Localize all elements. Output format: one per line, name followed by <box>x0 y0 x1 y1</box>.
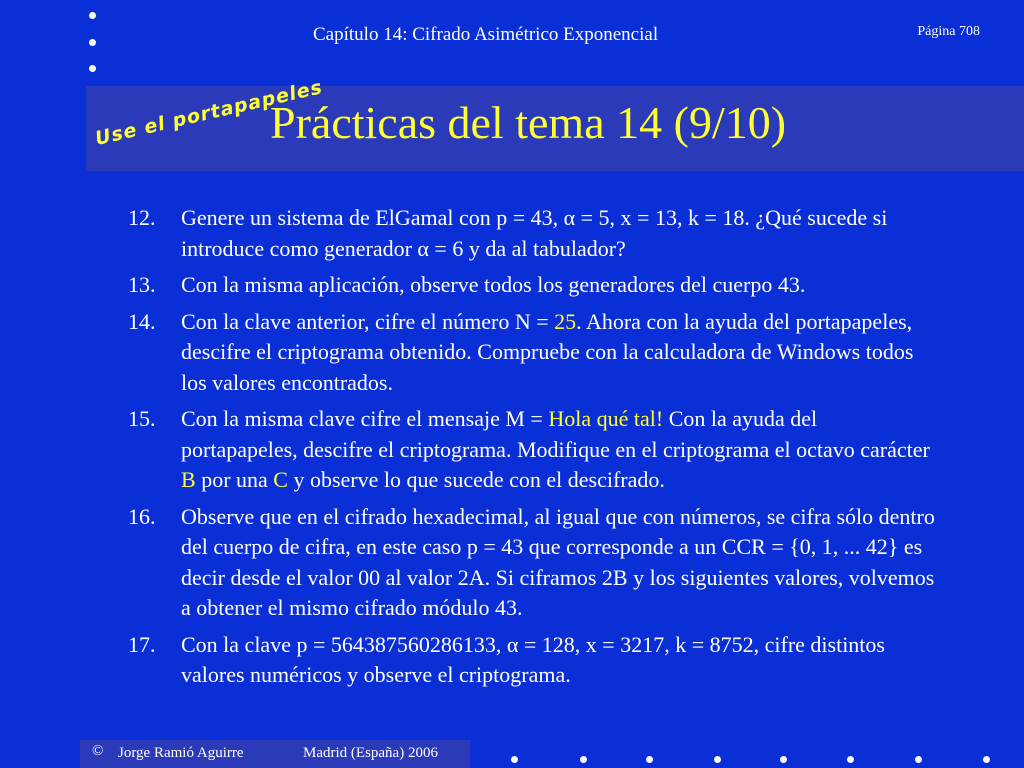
copyright-symbol: © <box>92 743 104 759</box>
highlighted-text: C <box>273 467 288 492</box>
dot-icon <box>89 39 96 46</box>
exercise-text-part: Con la misma aplicación, observe todos los generadores del cuerpo 43. <box>181 272 806 297</box>
page-number: Página 708 <box>917 24 980 39</box>
exercise-text-part: . Ahora con la ayuda del portapapeles, descifre el criptograma obtenido. Compruebe con la calculadora de Windows todos los valores encontrados. <box>181 308 914 395</box>
exercise-text-part: y observe lo que sucede con el descifrado. <box>287 467 665 492</box>
dot-icon <box>915 756 922 763</box>
exercise-list <box>128 203 938 697</box>
exercise-text <box>181 307 938 399</box>
exercise-text-part: Con la clave anterior, cifre el número N = <box>181 308 555 334</box>
exercise-text-part: Con la misma clave cifre el mensaje M = <box>181 406 549 431</box>
exercise-number: 15. <box>128 406 156 431</box>
exercise-text <box>181 502 938 624</box>
chapter-header: Capítulo 14: Cifrado Asimétrico Exponencial <box>313 24 659 45</box>
dot-icon <box>714 756 721 763</box>
highlighted-text: 25 <box>554 308 577 334</box>
dot-icon <box>89 65 96 72</box>
dot-icon <box>89 12 96 19</box>
highlighted-text: Hola qué tal! <box>548 406 664 431</box>
exercise-item <box>128 270 938 301</box>
dot-icon <box>580 756 587 763</box>
clipboard-hint: Use el portapapeles <box>93 76 325 150</box>
dot-icon <box>780 756 787 763</box>
exercise-text-part: por una <box>195 467 274 492</box>
exercise-text-part: Con la ayuda del portapapeles, descifre el criptograma. Modifique en el criptograma el octavo carácter <box>181 406 930 462</box>
exercise-item <box>128 307 938 399</box>
exercise-number: 16. <box>128 503 156 529</box>
exercise-text-part: Observe que en el cifrado hexadecimal, al igual que con números, se cifra sólo dentro del cuerpo de cifra, en este caso p = 43 que corresponde a un CCR = {0, 1, ... 42} es decir desde el valor 00 al valor 2A. Si ciframos 2B y los siguientes valores, volvemos a obtener el mismo cifrado módulo 43. <box>181 503 935 620</box>
dot-icon <box>847 756 854 763</box>
exercise-text <box>181 203 938 264</box>
footer-place: Madrid (España) 2006 <box>303 745 438 761</box>
exercise-text <box>181 404 938 496</box>
exercise-number: 17. <box>128 631 156 657</box>
dot-icon <box>511 756 518 763</box>
exercise-item <box>128 404 938 496</box>
dot-icon <box>646 756 653 763</box>
slide-title: Prácticas del tema 14 (9/10) <box>270 97 787 148</box>
footer-author: Jorge Ramió Aguirre <box>118 745 244 761</box>
exercise-text <box>181 630 938 691</box>
exercise-number: 12. <box>128 205 156 230</box>
exercise-number: 13. <box>128 272 156 297</box>
exercise-text <box>181 270 938 301</box>
exercise-item <box>128 630 938 691</box>
exercise-text-part: Genere un sistema de ElGamal con p = 43, α = 5, x = 13, k = 18. ¿Qué sucede si introduce como generador α = 6 y da al tabulador? <box>181 205 888 261</box>
dot-icon <box>983 756 990 763</box>
highlighted-text: B <box>181 467 196 492</box>
exercise-text-part: Con la clave p = 564387560286133, α = 128, x = 3217, k = 8752, cifre distintos valores numéricos y observe el criptograma. <box>181 631 885 687</box>
exercise-number: 14. <box>128 308 156 334</box>
exercise-item <box>128 502 938 624</box>
exercise-item <box>128 203 938 264</box>
